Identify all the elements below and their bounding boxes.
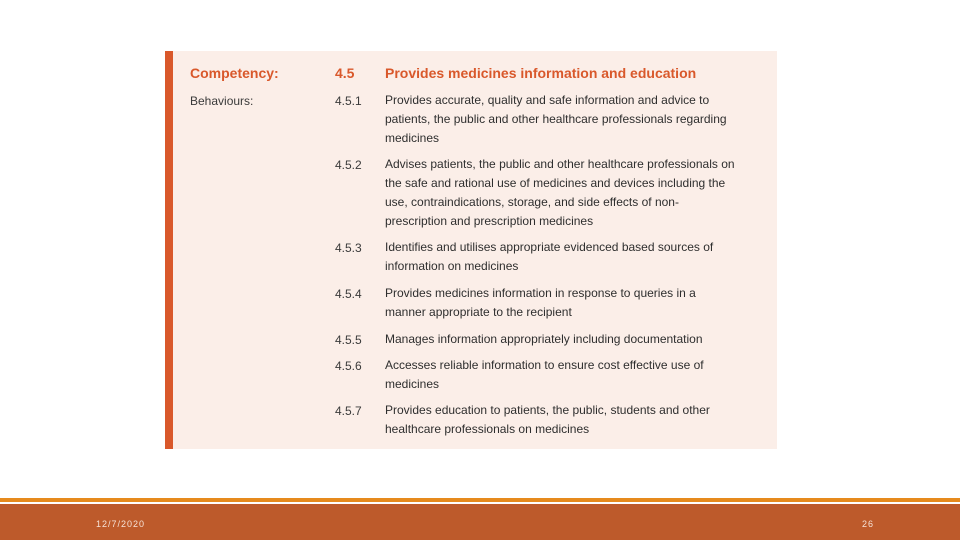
behaviour-text: Advises patients, the public and other healthcare professionals on the safe and rational use of medicines and devices including the use, contraindications, storage, and side effects of non-prescription and prescription medicines xyxy=(385,157,735,228)
behaviour-number: 4.5.1 xyxy=(335,94,362,108)
behaviour-number: 4.5.7 xyxy=(335,404,362,418)
behaviour-text: Provides accurate, quality and safe information and advice to patients, the public and other healthcare professionals regarding medicines xyxy=(385,93,727,145)
footer-accent-line xyxy=(0,498,960,502)
behaviour-number: 4.5.2 xyxy=(335,158,362,172)
behaviour-text: Manages information appropriately including documentation xyxy=(385,332,703,346)
behaviour-text: Accesses reliable information to ensure cost effective use of medicines xyxy=(385,358,704,391)
competency-label: Competency: xyxy=(190,65,279,81)
behaviour-text: Provides medicines information in response to queries in a manner appropriate to the recipient xyxy=(385,286,696,319)
competency-title: Provides medicines information and education xyxy=(385,65,697,81)
behaviour-number: 4.5.5 xyxy=(335,333,362,347)
competency-number: 4.5 xyxy=(335,65,355,81)
page-number: 26 xyxy=(862,519,875,529)
behaviour-text: Provides education to patients, the public, students and other healthcare professionals on medicines xyxy=(385,403,710,436)
card-accent-bar xyxy=(165,51,173,449)
behaviour-number: 4.5.3 xyxy=(335,241,362,255)
behaviour-text: Identifies and utilises appropriate evidenced based sources of information on medicines xyxy=(385,240,714,273)
behaviours-label: Behaviours: xyxy=(190,94,254,108)
behaviour-number: 4.5.6 xyxy=(335,359,362,373)
footer-date: 12/7/2020 xyxy=(96,519,146,529)
competency-card xyxy=(165,51,777,449)
behaviour-number: 4.5.4 xyxy=(335,287,362,301)
